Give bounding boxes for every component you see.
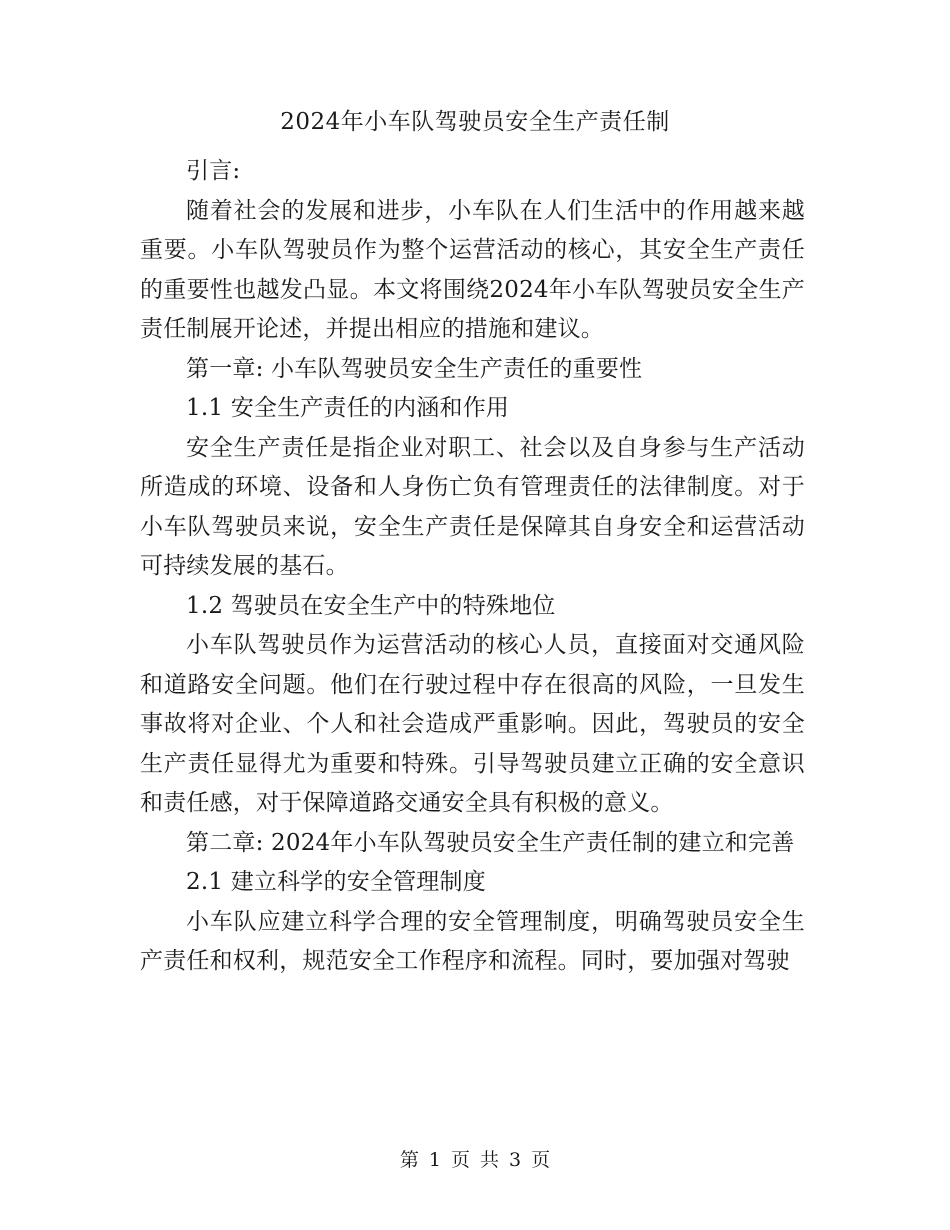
section-1-2-heading: 1.2 驾驶员在安全生产中的特殊地位: [186, 592, 556, 619]
section-2-1-paragraph: 小车队应建立科学合理的安全管理制度，明确驾驶员安全生产责任和权利，规范安全工作程序和流程。同时，要加强对驾驶: [140, 908, 805, 974]
paragraph-intro: 随着社会的发展和进步，小车队在人们生活中的作用越来越重要。小车队驾驶员作为整个运营活动的核心，其安全生产责任的重要性也越发凸显。本文将围绕2024年小车队驾驶员安全生产责任制展开论述，并提出相应的措施和建议。: [140, 197, 805, 342]
section-1-1-paragraph: 安全生产责任是指企业对职工、社会以及自身参与生产活动所造成的环境、设备和人身伤亡负有管理责任的法律制度。对于小车队驾驶员来说，安全生产责任是保障其自身安全和运营活动可持续发展的基石。: [140, 434, 805, 579]
section-2-1-heading: 2.1 建立科学的安全管理制度: [186, 869, 486, 895]
page-footer: 第 1 页 共 3 页: [399, 1149, 551, 1171]
chapter-1-heading: 第一章: 小车队驾驶员安全生产责任的重要性: [186, 355, 643, 382]
document-body: [140, 152, 805, 982]
paragraph-intro-label: 引言:: [186, 158, 241, 184]
document-title: 2024年小车队驾驶员安全生产责任制: [280, 109, 670, 135]
chapter-2-heading: 第二章: 2024年小车队驾驶员安全生产责任制的建立和完善: [186, 829, 795, 856]
section-1-2-paragraph: 小车队驾驶员作为运营活动的核心人员，直接面对交通风险和道路安全问题。他们在行驶过程中存在很高的风险，一旦发生事故将对企业、个人和社会造成严重影响。因此，驾驶员的安全生产责任显得尤为重要和特殊。引导驾驶员建立正确的安全意识和责任感，对于保障道路交通安全具有积极的意义。: [140, 632, 805, 816]
section-1-1-heading: 1.1 安全生产责任的内涵和作用: [186, 395, 510, 421]
